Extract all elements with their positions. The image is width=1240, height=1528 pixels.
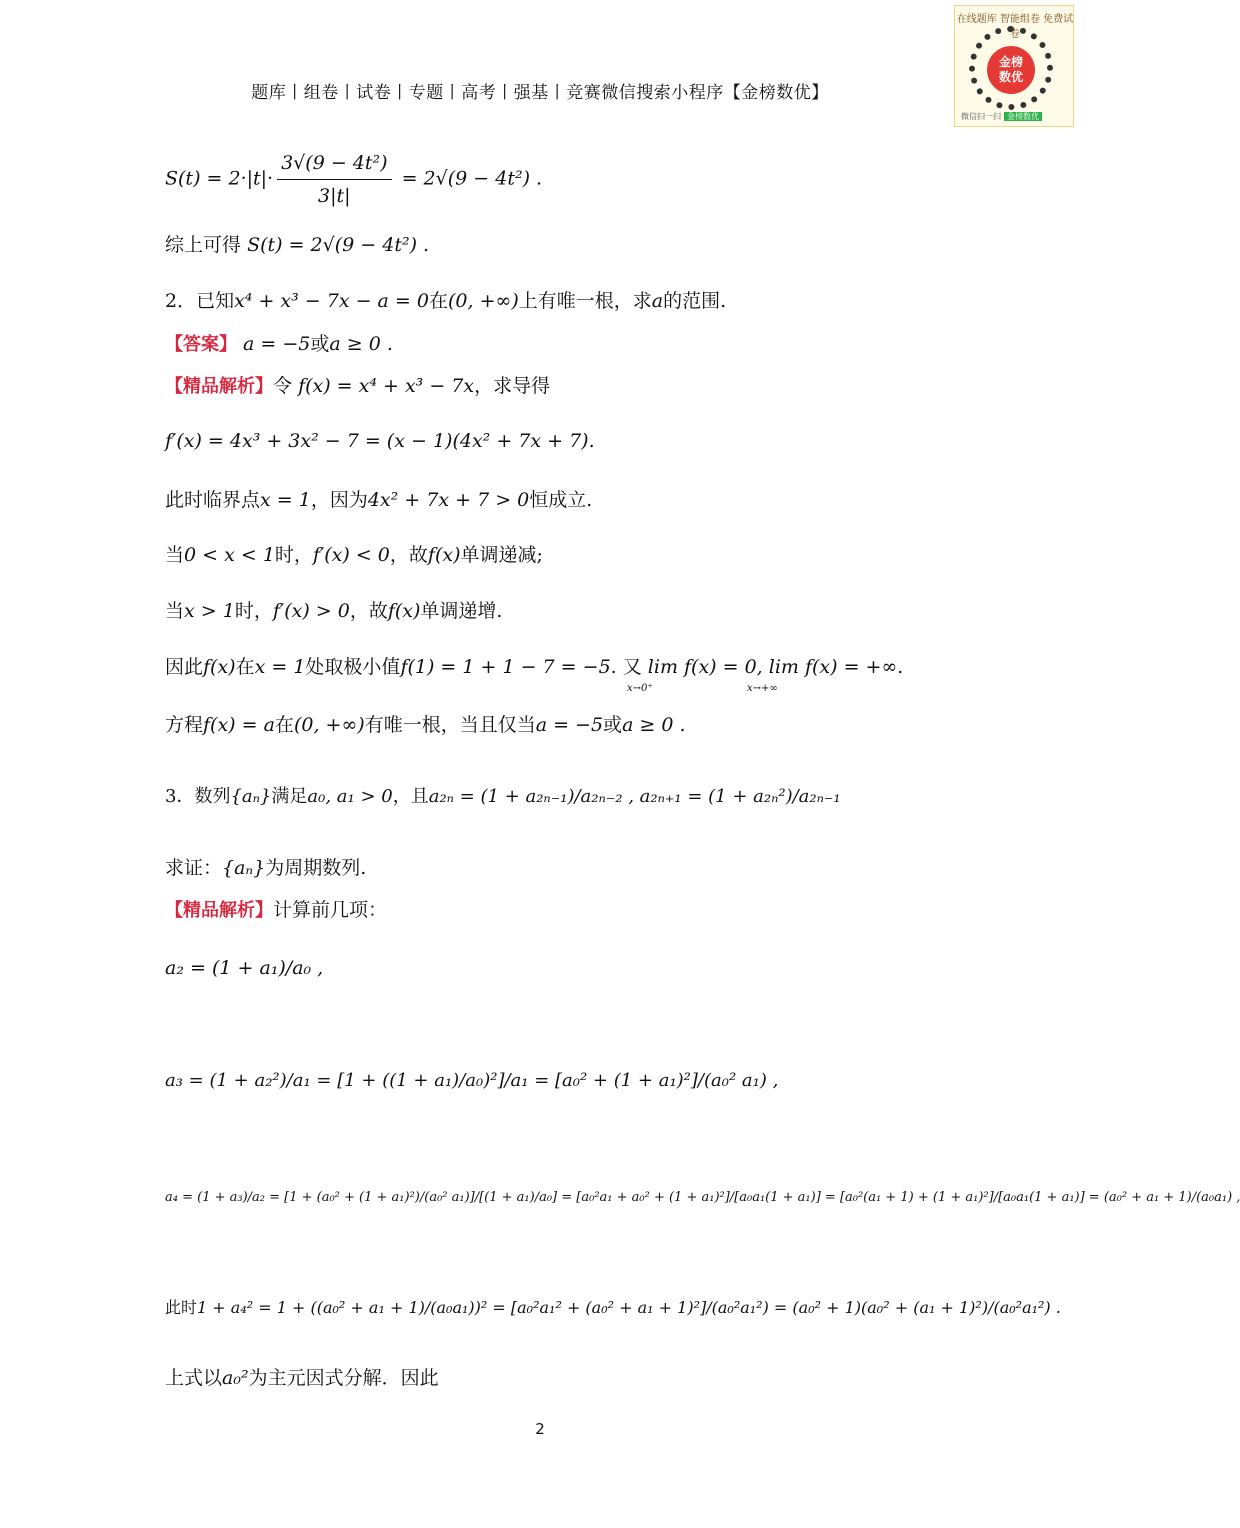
answer-tag: 【答案】 (165, 334, 237, 355)
increasing-line: 当x > 1时，f′(x) > 0，故f(x)单调递增. (165, 600, 503, 622)
minimum-line: 因此f(x)在x = 1处取极小值f(1) = 1 + 1 − 7 = −5. 又 lim f(x) = 0, lim f(x) = +∞. x→0⁺ x→+∞ (165, 654, 903, 680)
equation-line: 方程f(x) = a在(0, +∞)有唯一根，当且仅当a = −5或a ≥ 0 . (165, 714, 686, 736)
formula-a4-squared: 此时1 + a₄² = 1 + ((a₀² + a₁ + 1)/(a₀a₁))² = [a₀²a₁² + (a₀² + a₁ + 1)²]/(a₀²a₁²) = (a₀² + 1)(a₀² + (a₁ + 1)²)/(a₀²a₁²) . (165, 1298, 1061, 1317)
decreasing-line: 当0 < x < 1时，f′(x) < 0，故f(x)单调递减; (165, 544, 543, 566)
solution2-intro: 【精品解析】计算前几项： (165, 899, 388, 921)
prove-line: 求证：{aₙ}为周期数列. (165, 857, 367, 879)
solution-intro: 【精品解析】令 f(x) = x⁴ + x³ − 7x，求导得 (165, 375, 551, 397)
logo-badge: 金榜 数优 (987, 46, 1035, 94)
page-number: 2 (535, 1420, 545, 1438)
qr-code-badge[interactable] (954, 5, 1074, 127)
critical-point-line: 此时临界点x = 1，因为4x² + 7x + 7 > 0恒成立. (165, 489, 593, 511)
solution-tag-2: 【精品解析】 (165, 900, 273, 921)
page-header: 题库丨组卷丨试卷丨专题丨高考丨强基丨竞赛微信搜索小程序【金榜数优】 (251, 83, 829, 103)
answer-line: 【答案】 a = −5或a ≥ 0 . (165, 333, 393, 355)
formula-a4: a₄ = (1 + a₃)/a₂ = [1 + (a₀² + (1 + a₁)²)/(a₀² a₁)]/[(1 + a₁)/a₀] = [a₀²a₁ + a₀² + (1 + a₁)²]/[a₀a₁(1 + a₁)] = [a₀²(a₁ + 1) + (1 + a₁)²]/[a₀a₁(1 + a₁)] = (a₀² + a₁ + 1)/(a₀a₁) , (165, 1190, 1240, 1205)
formula-a2: a₂ = (1 + a₁)/a₀ , (165, 957, 324, 979)
solution-tag: 【精品解析】 (165, 376, 273, 397)
problem-3: 3．数列{aₙ}满足a₀, a₁ > 0，且a₂ₙ = (1 + a₂ₙ₋₁)/a₂ₙ₋₂ , a₂ₙ₊₁ = (1 + a₂ₙ²)/a₂ₙ₋₁ (165, 786, 841, 807)
derivative-formula: f′(x) = 4x³ + 3x² − 7 = (x − 1)(4x² + 7x + 7). (165, 430, 595, 452)
conclusion-line: 综上可得 S(t) = 2√(9 − 4t²) . (165, 234, 430, 256)
problem-2: 2．已知x⁴ + x³ − 7x − a = 0在(0, +∞)上有唯一根，求a的范围. (165, 290, 727, 312)
formula-S-t: S(t) = 2·|t|· $\frac{\text{3√(9 − 4t²)}}{3|t|}$ = 2√(9 − 4t²) . (165, 152, 543, 207)
qr-footer: 微信扫一扫 金榜数优 (961, 111, 1042, 122)
qr-arc-text: 在线题库 智能组卷 免费试卷 (956, 14, 1074, 40)
factorization-line: 上式以a₀²为主元因式分解．因此 (165, 1367, 439, 1389)
formula-a3: a₃ = (1 + a₂²)/a₁ = [1 + ((1 + a₁)/a₀)²]/a₁ = [a₀² + (1 + a₁)²]/(a₀² a₁) , (165, 1070, 779, 1091)
limit-subscript-2: x→+∞ (747, 683, 778, 694)
limit-subscript-1: x→0⁺ (627, 683, 653, 694)
